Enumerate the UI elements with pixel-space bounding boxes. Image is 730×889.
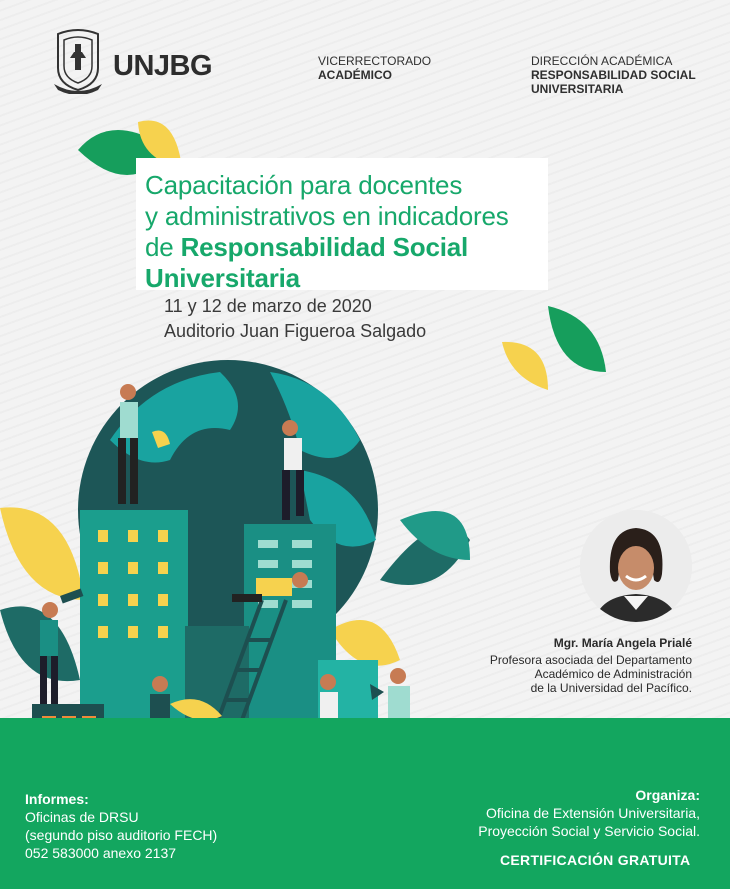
organizer-block <box>380 786 700 840</box>
university-acronym: UNJBG <box>113 50 213 82</box>
info-block <box>25 790 217 862</box>
info-phone: 052 583000 anexo 2137 <box>25 845 177 861</box>
title-line-1: Capacitación para docentes <box>145 170 463 200</box>
event-title <box>145 170 565 294</box>
event-venue: Auditorio Juan Figueroa Salgado <box>164 321 427 341</box>
title-line-2: y administrativos en indicadores <box>145 201 509 231</box>
speaker-role-2: Académico de Administración <box>534 667 692 681</box>
info-heading: Informes: <box>25 791 89 807</box>
speaker-name: Mgr. María Angela Prialé <box>553 636 692 650</box>
vice-line-1: VICERRECTORADO <box>318 54 432 68</box>
organizer-line-1: Oficina de Extensión Universitaria, <box>486 805 700 821</box>
speaker-role-3: de la Universidad del Pacífico. <box>530 681 692 695</box>
speaker-photo <box>580 510 692 622</box>
leaf-yellow-left-icon <box>0 507 84 600</box>
title-line-3-prefix: de <box>145 232 174 262</box>
leaf-yellow-right-icon <box>502 342 548 390</box>
direction-line-1: DIRECCIÓN ACADÉMICA <box>531 54 673 68</box>
speaker-role-1: Profesora asociada del Departamento <box>489 653 692 667</box>
title-line-3 <box>145 232 565 263</box>
building-left-icon <box>80 510 188 720</box>
event-details <box>164 294 426 344</box>
info-line-1: Oficinas de DRSU <box>25 809 139 825</box>
vice-line-2: ACADÉMICO <box>318 68 392 82</box>
speaker-info <box>392 636 692 695</box>
info-line-2: (segundo piso auditorio FECH) <box>25 827 218 843</box>
organizer-line-2: Proyección Social y Servicio Social. <box>478 823 700 839</box>
direction-line-3: UNIVERSITARIA <box>531 82 624 96</box>
organizer-heading: Organiza: <box>635 787 700 803</box>
direction-line-2: RESPONSABILIDAD SOCIAL <box>531 68 696 82</box>
title-line-3-bold: Responsabilidad Social <box>180 232 469 262</box>
certification-label: CERTIFICACIÓN GRATUITA <box>500 852 691 868</box>
leaf-yellow-right-low-icon <box>330 620 400 666</box>
title-line-4: Universitaria <box>145 263 300 293</box>
event-date: 11 y 12 de marzo de 2020 <box>164 296 372 316</box>
leaf-green-right-icon <box>548 306 606 372</box>
